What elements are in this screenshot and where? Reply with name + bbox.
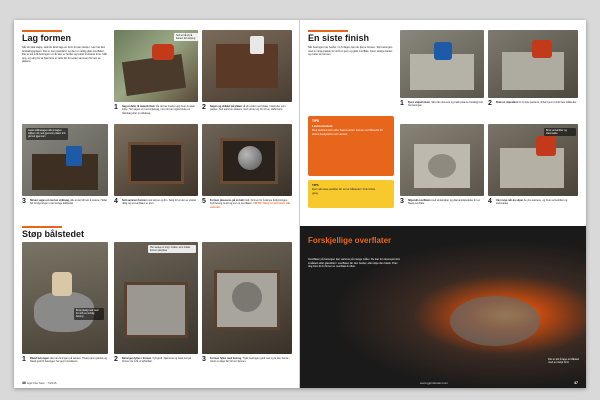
page-number: 46 xyxy=(22,381,26,385)
section2-text: Overflaten på betongen kan varieres på mange måter. Du kan for eksempel strø småstein eller glassbiter i overflaten før den herder, eller slipe den blank. Prøv deg fram til du finner en overflate du liker. xyxy=(308,258,400,269)
board-shape xyxy=(32,154,98,190)
folio-url: www.gjordetselv.com xyxy=(420,381,448,385)
step-number: 5 xyxy=(202,198,206,205)
step-text: for å slipe kantene. Arbeid jevnt rundt hele bålstedet. xyxy=(518,101,577,104)
callout-top: Sett et bånd på kanten før støping xyxy=(174,33,198,41)
photo-filled xyxy=(202,242,292,354)
firepit-shape xyxy=(450,296,540,346)
step-number: 2 xyxy=(114,356,118,363)
step-number: 3 xyxy=(22,198,26,205)
ball-shape xyxy=(238,146,262,170)
step-caption xyxy=(408,101,484,108)
step-title: Sagen og skikkel på platen xyxy=(210,105,242,108)
step-title: Fjern støpeformen. xyxy=(408,101,431,104)
left-page xyxy=(14,20,300,388)
saw-shape xyxy=(152,44,174,60)
step-title: Bruk en slipeskive xyxy=(496,101,518,104)
step-text: så du ender med plater i størrelse som passer. Sett sammen platene med skruer og lim for en stabil form. xyxy=(210,105,286,112)
fire-photo xyxy=(300,226,586,388)
intro-text: Når du skal støpe, skal du først lage en form du kan støpe i. Her har den forskalingsplaten. Det er som standard, og den er veldig glatt overflaten. Det er lett å få betongen ut når den er herdet og kuttet til ønsket form. Mål opp, og sørg for at hjørnene er rette før du setter sammen formen av platene. xyxy=(22,46,107,64)
tip-title: Lavbrannstein xyxy=(312,124,333,128)
accent-rule xyxy=(22,30,62,32)
hand-shape xyxy=(250,36,264,54)
step-caption xyxy=(122,357,198,364)
warning-text: VIKTIG: Sørg for at formen står vannrett. xyxy=(210,202,291,209)
accent-rule xyxy=(22,226,62,228)
right-page xyxy=(300,20,586,388)
step-text: med vinkelsliper og diamantslipeskive for en blank overflate. xyxy=(408,199,481,206)
callout-ring: Her settes en ring i midten som holder formen på plass xyxy=(148,245,196,253)
step-title: Sliperull overflaten xyxy=(408,199,431,202)
concrete-shape xyxy=(124,282,188,338)
step-text: med skruer og lim. Sørg for at den er vinklet riktig og at overflaten er jevn. xyxy=(122,199,197,206)
magazine-spread xyxy=(14,20,586,388)
step-number: 2 xyxy=(488,100,492,107)
callout-mid: Jeans stikkesagen slik at sagen stikker nok ned gjennom platen til å gå helt igjennom xyxy=(26,128,68,140)
tip-box xyxy=(308,116,394,176)
section-title: En siste finish xyxy=(308,33,370,43)
grinder-shape xyxy=(532,40,552,58)
step-caption xyxy=(122,199,198,206)
step-text: Fyll godt i hjørnene og bank lett på formen for å få ut luftbobler. xyxy=(122,357,191,364)
step-caption xyxy=(30,199,108,206)
tip-label: TIPS xyxy=(312,119,320,123)
step-caption xyxy=(408,199,484,206)
step-text: når du har merket opp hvor du skal kutte. Her sages ut med sirkelsag, men du kan også bruke en håndsag eller en stikksag. xyxy=(122,105,195,115)
step-number: 2 xyxy=(202,104,206,111)
tip-text: Fjern alle løse partikler før du tar bålstedet i bruk første gang. xyxy=(312,188,376,195)
lightbulb-icon xyxy=(378,184,386,194)
step-number: 1 xyxy=(114,104,118,111)
step-text: Trykk betongen godt ned og la den herde i minst et døgn før formen fjernes. xyxy=(210,357,290,364)
board-shape xyxy=(122,54,186,96)
step-number: 3 xyxy=(202,356,206,363)
tip-text: Bruk lavbrannstein eller brannmørtel i bunnen av bålstedet for ekstra beskyttelse mot varmen. xyxy=(312,129,383,136)
step-title: Formen fylles med betong. xyxy=(210,357,242,360)
step-caption xyxy=(210,105,292,112)
folio xyxy=(22,381,57,385)
folio-text: Gjør Det Selv · 7/2016 xyxy=(26,381,57,385)
tip-label: TIPS xyxy=(312,183,319,187)
step-number: 1 xyxy=(22,356,26,363)
form-shape xyxy=(128,142,184,184)
photo-form xyxy=(114,124,198,196)
step-caption xyxy=(210,199,292,209)
page-number: 47 xyxy=(574,381,578,385)
step-number: 4 xyxy=(114,198,118,205)
photo-ball xyxy=(202,124,292,196)
step-number: 4 xyxy=(488,198,492,205)
hollow-shape xyxy=(232,282,262,312)
mixer-shape xyxy=(52,272,72,296)
step-text: Skru løs skruene og trekk platene forsiktig bort fra betongen. xyxy=(408,101,483,108)
section2-title: Støp bålstedet xyxy=(22,229,85,239)
step-number: 1 xyxy=(400,100,404,107)
step-caption xyxy=(122,105,198,115)
photo-grind-1 xyxy=(400,30,484,98)
step-title: Betongen fylles i formen. xyxy=(122,357,152,360)
intro-text: Når betongen har herdet i 4–5 dager, kan du fjerne formen. Slip betongen med en slipemaskin for å få en jevn og glatt overflate. Fjern skarpe kanter og rester av formen. xyxy=(308,46,393,57)
step-number: 3 xyxy=(400,198,404,205)
step-text: de ytre kantene, og bruk vernebriller og støvmaske. xyxy=(496,199,568,206)
step-title: Sag ut deler til støpeformen xyxy=(122,105,156,108)
step-caption xyxy=(30,357,108,364)
callout-water: Bruk rikelig med vann for å få en smidig betong xyxy=(74,308,104,320)
step-caption xyxy=(210,357,292,364)
step-title: Bland betongen xyxy=(30,357,49,360)
bottom-callout: Det er lett å lage et bålsted med en støpt form xyxy=(548,358,579,365)
accent-rule xyxy=(308,30,348,32)
photo-grind-3 xyxy=(400,124,484,196)
photo-grind-2 xyxy=(488,30,578,98)
grinder-shape xyxy=(434,42,452,60)
step-caption xyxy=(496,199,578,206)
step-title: Sett sammen formen xyxy=(122,199,147,202)
callout-safety: Bruk vernebriller og støvmaske xyxy=(544,128,576,136)
jigsaw-shape xyxy=(66,146,82,166)
step-title: Formen plasseres på en ball xyxy=(210,199,244,202)
step-title: Skruer sages ut med en stikksag, xyxy=(30,199,70,202)
step-title: Vær nøye når du sliper xyxy=(496,199,524,202)
step-caption xyxy=(496,101,578,104)
step-text: midt i formen for å danne fordypningen. Fyll betong rundt og jevn ut overflaten. xyxy=(210,199,288,206)
photo-pour xyxy=(114,242,198,354)
photo-assembly xyxy=(202,30,292,102)
hollow-shape xyxy=(428,154,456,178)
photo-mixing xyxy=(22,242,108,354)
section2-title: Forskjellige overflater xyxy=(308,236,392,245)
step-text: slik at det blir lett å justere. Hullet blir fordypningen i det ferdige bålstedet. xyxy=(30,199,107,206)
step-text: etter anvisningen på sekken. Tilsett vann gradvis og bland godt til betongen har jevn konsistens. xyxy=(30,357,107,364)
forskjellige-section xyxy=(300,226,586,388)
board-shape xyxy=(216,44,278,88)
section-title: Lag formen xyxy=(22,33,72,43)
grinder-shape xyxy=(536,136,556,156)
